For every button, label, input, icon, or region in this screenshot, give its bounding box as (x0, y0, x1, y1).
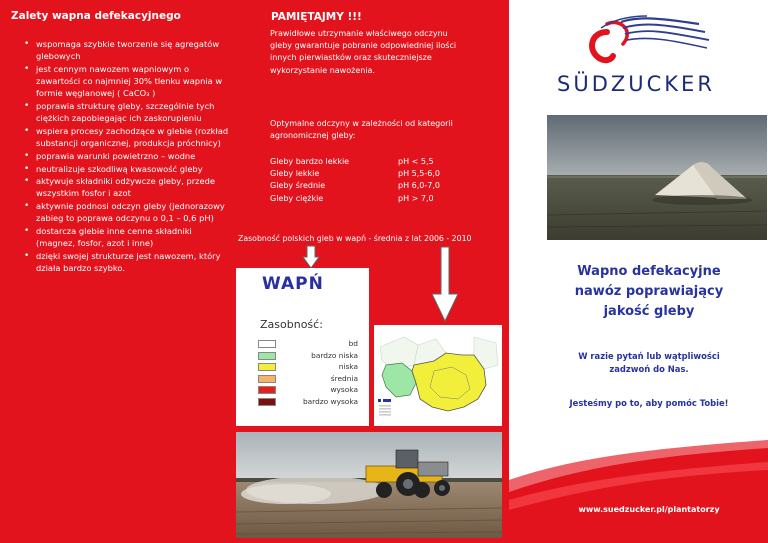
ph-row (270, 168, 490, 180)
ph-value: pH 6,0-7,0 (398, 181, 440, 191)
benefit-item: • wspiera procesy zachodzące w glebie (rozkład substancji organicznej, produkcja próchnicy) (24, 125, 229, 149)
legend-label: bd (348, 339, 358, 348)
calcium-legend-card (236, 268, 369, 426)
legend-label: bardzo wysoka (302, 396, 358, 406)
cover-panel (509, 0, 768, 543)
legend-label: niska (338, 362, 358, 371)
legend-row (258, 339, 358, 351)
ph-value: pH < 5,5 (398, 157, 434, 166)
contact-text (539, 350, 759, 375)
sudzucker-logo-icon (539, 10, 729, 72)
benefits-panel (0, 0, 233, 543)
brand-name: SÜDZUCKER (557, 72, 715, 96)
legend-row (258, 362, 358, 374)
legend-row (258, 374, 358, 386)
legend-swatch (258, 340, 276, 348)
legend-label: średnia (330, 373, 358, 383)
benefit-item: • dostarcza glebie inne cenne składniki (magnez, fosfor, azot i inne) (24, 225, 229, 249)
tractor-spreading-photo (236, 432, 502, 538)
soil-category: Gleby bardzo lekkie (270, 157, 350, 166)
contact-line: zadzwoń do Nas. (609, 363, 689, 374)
benefit-item: • neutralizuje szkodliwą kwasowość gleby (24, 163, 229, 175)
ph-value: pH > 7,0 (398, 193, 434, 203)
benefit-item: • jest cennym nawozem wapniowym o zawartości co najmniej 30% tlenku wapnia w formie węglanowej ( CaCO₃ ) (24, 63, 229, 100)
legend-swatch (258, 398, 276, 406)
legend-label: bardzo niska (311, 350, 358, 360)
legend-swatch (258, 363, 276, 371)
soil-category: Gleby ciężkie (270, 193, 324, 203)
legend-title: WAPŃ (262, 274, 324, 294)
ph-table (270, 156, 490, 205)
legend-swatch (258, 386, 276, 394)
cover-title-line: Wapno defekacyjne (577, 264, 721, 279)
legend (258, 339, 358, 408)
small-down-arrow-icon (302, 245, 320, 269)
optimal-intro: Optymalne odczyny w zależności od kategorii agronomicznej gleby: (270, 119, 453, 141)
benefits-list (24, 38, 229, 275)
soil-category: Gleby średnie (270, 181, 326, 191)
soil-category: Gleby lekkie (270, 169, 320, 179)
benefits-title: Zalety wapna defekacyjnego (11, 10, 181, 22)
intro-text: Prawidłowe utrzymanie właściwego odczynu gleby gwarantuje pobranie odpowiedniej ilości innych pierwiastków oraz skuteczniejsze wykorzystanie nawożenia. (270, 29, 457, 75)
ph-row (270, 193, 490, 205)
benefit-item: • dzięki swojej strukturze jest nawozem, który działa bardzo szybko. (24, 250, 229, 274)
benefit-item: • aktywnie podnosi odczyn gleby (jednorazowy zabieg to poprawa odczynu o 0,1 – 0,6 pH) (24, 200, 229, 224)
legend-subtitle: Zasobność: (260, 318, 323, 331)
legend-label: wysoka (330, 385, 358, 394)
contact-line: W razie pytań lub wątpliwości (578, 351, 720, 361)
red-wave-decoration (509, 440, 768, 543)
cover-title-line: nawóz poprawiający (574, 284, 724, 299)
benefit-item: • poprawia warunki powietrzno – wodne (24, 150, 229, 162)
remember-title: PAMIĘTAJMY !!! (271, 11, 362, 23)
lime-heap-field-photo (547, 115, 767, 240)
large-down-arrow-icon (431, 246, 459, 322)
cover-title (539, 262, 759, 322)
legend-row (258, 351, 358, 363)
calcium-map-card (374, 325, 502, 426)
slogan: Jesteśmy po to, aby pomóc Tobie! (569, 398, 729, 408)
legend-row (258, 397, 358, 409)
map-caption: Zasobność polskich gleb w wapń - średnia z lat 2006 - 2010 (238, 234, 472, 243)
legend-row (258, 385, 358, 397)
ph-value: pH 5,5-6,0 (398, 169, 440, 179)
calcium-region-map (374, 325, 502, 426)
benefit-item: • wspomaga szybkie tworzenie się agregatów glebowych (24, 38, 229, 62)
benefit-item: • aktywuje składniki odżywcze gleby, przede wszystkim fosfor i azot (24, 175, 229, 199)
legend-swatch (258, 352, 276, 360)
benefit-item: • poprawia strukturę gleby, szczególnie tych ciężkich zapobiegając ich zaskorupieniu (24, 100, 229, 124)
legend-swatch (258, 375, 276, 383)
ph-row (270, 180, 490, 192)
ph-row (270, 156, 490, 168)
cover-title-line: jakość gleby (603, 304, 695, 319)
website-link[interactable]: www.suedzucker.pl/plantatorzy (578, 505, 720, 514)
